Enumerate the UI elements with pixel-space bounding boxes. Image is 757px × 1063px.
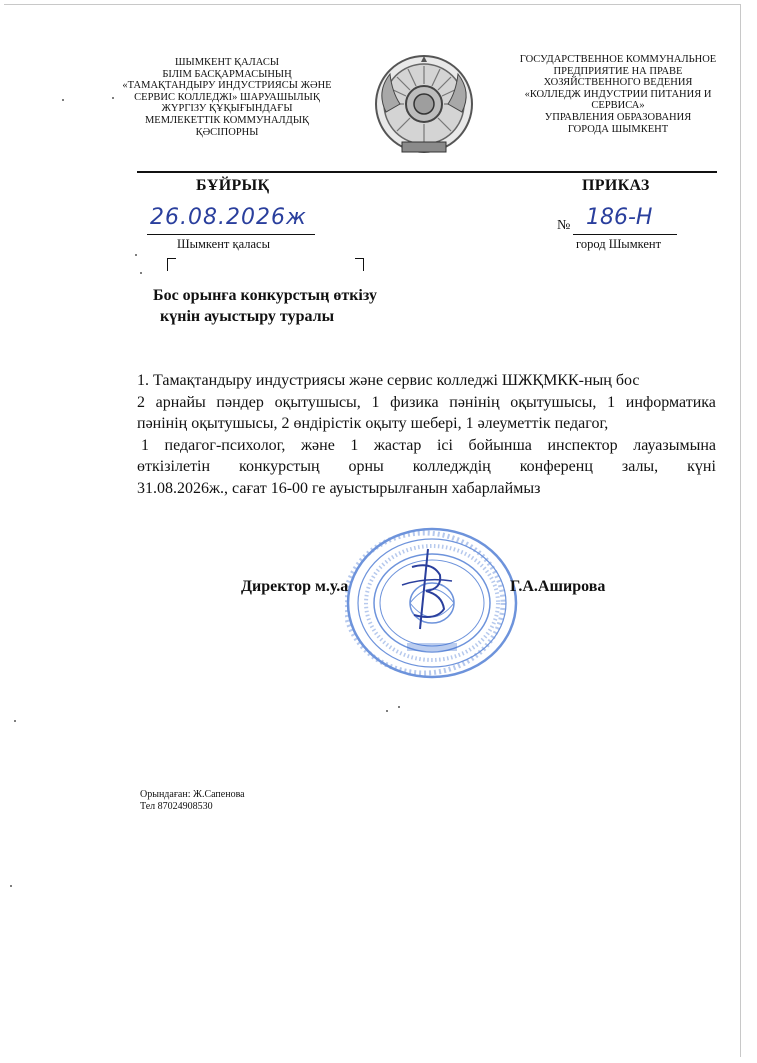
scan-speck: [135, 254, 137, 256]
signatory-name: Г.А.Аширова: [510, 578, 606, 595]
header-right-line: ХОЗЯЙСТВЕННОГО ВЕДЕНИЯ: [543, 77, 693, 89]
subject-line: Бос орынға конкурстың өткізу: [153, 287, 377, 304]
header-right-line: ГОСУДАРСТВЕННОЕ КОММУНАЛЬНОЕ: [519, 54, 717, 65]
header-right-line: СЕРВИСА»: [591, 100, 645, 112]
executor-phone: Тел 87024908530: [140, 801, 213, 812]
body-word: оқытушысы,: [274, 393, 361, 411]
number-underline: [573, 234, 677, 235]
body-word: пәндер: [216, 393, 264, 411]
header-right-line: ГОРОДА ШЫМКЕНТ: [567, 123, 669, 135]
body-line: 31.08.2026ж., сағат 16-00 ге ауыстырылғанын хабарлаймыз: [137, 479, 541, 497]
header-right-line: ПРЕДПРИЯТИЕ НА ПРАВЕ: [553, 65, 683, 77]
document-title-ru: ПРИКАЗ: [582, 177, 650, 194]
body-line: [137, 456, 716, 478]
body-word: және: [300, 436, 335, 454]
body-word: жастар: [373, 436, 422, 454]
header-right-ru: [498, 54, 738, 135]
body-word: оқытушысы,: [510, 393, 597, 411]
header-left-kz: [110, 57, 344, 138]
body-word: орны: [348, 458, 384, 475]
body-word: ісі: [436, 436, 453, 454]
body-line: пәнінің оқытушысы, 2 өндірістік оқыту шебері, 1 әлеуметтік педагог,: [137, 415, 609, 432]
number-sign: №: [557, 218, 571, 233]
body-word: өткізілетін: [137, 458, 211, 475]
body-word: лауазымына: [633, 436, 716, 454]
header-right-line: «КОЛЛЕДЖ ИНДУСТРИИ ПИТАНИЯ И: [524, 88, 712, 100]
order-body: [137, 370, 716, 499]
document-title-kz: БҰЙРЫҚ: [196, 177, 270, 194]
handwritten-order-number: 186-Н: [586, 205, 653, 230]
subject-bracket-right: [355, 258, 364, 271]
header-left-line: ШЫМКЕНТ ҚАЛАСЫ: [174, 57, 280, 68]
body-line: [137, 435, 716, 457]
body-word: конференц: [519, 458, 593, 475]
director-signature-icon: [392, 545, 462, 635]
body-word: бойынша: [468, 436, 532, 454]
header-left-line: «ТАМАҚТАНДЫРУ ИНДУСТРИЯСЫ ЖӘНЕ: [122, 80, 332, 92]
body-word: колледждің: [412, 458, 491, 475]
body-line: 1. Тамақтандыру индустриясы және сервис колледжі ШЖҚМКК-ның бос: [137, 372, 640, 389]
order-subject: [153, 285, 377, 327]
state-emblem-icon: [372, 52, 476, 160]
scan-speck: [386, 710, 388, 712]
body-line: [137, 392, 716, 414]
body-word: информатика: [625, 393, 716, 411]
body-word: физика: [390, 393, 439, 411]
signatory-title: Директор м.у.а: [241, 578, 349, 595]
body-word: педагог-психолог,: [164, 436, 286, 454]
body-word: күні: [687, 458, 716, 475]
header-left-line: ҚӘСІПОРНЫ: [195, 126, 259, 138]
body-word: 1: [607, 393, 616, 411]
scan-speck: [140, 272, 142, 274]
executor-info: [140, 789, 245, 813]
city-ru: город Шымкент: [576, 237, 662, 251]
subject-bracket-left: [167, 258, 176, 271]
scan-speck: [398, 706, 400, 708]
body-word: арнайы: [155, 393, 206, 411]
body-word: 2: [137, 393, 145, 411]
scan-speck: [10, 885, 12, 887]
header-left-line: ЖҮРГІЗУ ҚҰҚЫҒЫНДАҒЫ: [161, 103, 293, 115]
executor-name: Орындаған: Ж.Сапенова: [140, 789, 245, 800]
scan-speck: [62, 99, 64, 101]
subject-line: күнін ауыстыру туралы: [160, 308, 335, 325]
body-word: 1: [371, 393, 380, 411]
scan-speck: [112, 97, 114, 99]
city-kz: Шымкент қаласы: [177, 237, 270, 251]
handwritten-date: 26.08.2026ж: [150, 205, 307, 230]
body-word: пәнінің: [449, 393, 500, 411]
body-word: 1: [141, 436, 149, 454]
header-divider: [137, 171, 717, 173]
scan-speck: [14, 720, 16, 722]
header-right-line: УПРАВЛЕНИЯ ОБРАЗОВАНИЯ: [544, 111, 692, 123]
body-word: 1: [350, 436, 359, 454]
header-left-line: БІЛІМ БАСҚАРМАСЫНЫҢ: [162, 68, 292, 80]
date-underline: [147, 234, 315, 235]
body-word: инспектор: [547, 436, 618, 454]
body-word: залы,: [621, 458, 659, 475]
header-left-line: СЕРВИС КОЛЛЕДЖІ» ШАРУАШЫЛЫҚ: [134, 91, 320, 103]
header-left-line: МЕМЛЕКЕТТІК КОММУНАЛДЫҚ: [144, 114, 310, 126]
body-word: конкурстың: [239, 458, 320, 475]
